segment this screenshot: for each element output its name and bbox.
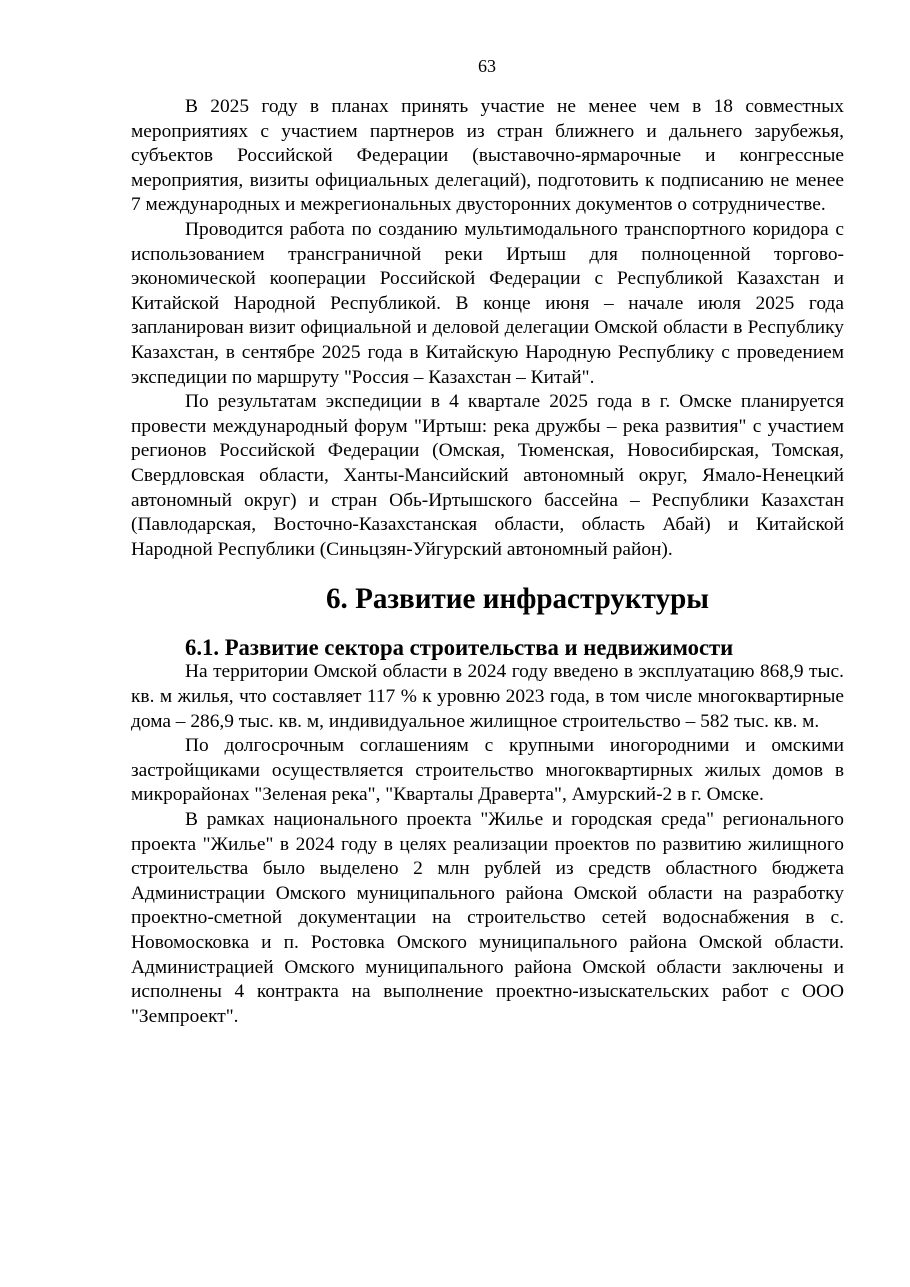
page-number: 63 bbox=[478, 56, 496, 76]
section-heading: 6. Развитие инфраструктуры bbox=[325, 583, 709, 616]
paragraph-developer-agreements: По долгосрочным соглашениям с крупными иногородними и омскими застройщиками осуществляется строительство многоквартирных жилых домов в микрорайонах "Зеленая река", "Кварталы Драверта", Амурский-2 в г. Омске. bbox=[131, 735, 844, 806]
page-content bbox=[131, 95, 844, 1029]
paragraph-housing-commissioning: На территории Омской области в 2024 году введено в эксплуатацию 868,9 тыс. кв. м жилья, что составляет 117 % к уровню 2023 года, в том числе многоквартирные дома – 286,9 тыс. кв. м, индивидуальное жилищное строительство – 582 тыс. кв. м. bbox=[131, 661, 844, 732]
subsection-heading: 6.1. Развитие сектора строительства и недвижимости bbox=[185, 634, 734, 660]
paragraph-irtysh-forum: По результатам экспедиции в 4 квартале 2025 года в г. Омске планируется провести международный форум "Иртыш: река дружбы – река развития" с участием регионов Российской Федерации (Омская, Тюменская, Новосибирская, Томская, Свердловская области, Ханты-Мансийский автономный округ, Ямало-Ненецкий автономный округ) и стран Обь-Иртышского бассейна – Республики Казахстан (Павлодарская, Восточно-Казахстанская области, область Абай) и Китайской Народной Республики (Синьцзян-Уйгурский автономный район). bbox=[131, 391, 844, 560]
paragraph-events-plan: В 2025 году в планах принять участие не менее чем в 18 совместных мероприятиях с участием партнеров из стран ближнего и дальнего зарубежья, субъектов Российской Федерации (выставочно-ярмарочные и конгрессные мероприятия, визиты официальных делегаций), подготовить к подписанию не менее 7 международных и межрегиональных двусторонних документов о сотрудничестве. bbox=[131, 96, 844, 216]
paragraph-transport-corridor: Проводится работа по созданию мультимодального транспортного коридора с использованием трансграничной реки Иртыш для полноценной торгово-экономической кооперации Российской Федерации с Республикой Казахстан и Китайской Народной Республикой. В конце июня – начале июля 2025 года запланирован визит официальной и деловой делегации Омской области в Республику Казахстан, в сентябре 2025 года в Китайскую Народную Республику с проведением экспедиции по маршруту "Россия – Казахстан – Китай". bbox=[131, 218, 844, 388]
paragraph-national-project: В рамках национального проекта "Жилье и городская среда" регионального проекта "Жилье" в 2024 году в целях реализации проектов по развитию жилищного строительства было выделено 2 млн рублей из средств областного бюджета Администрации Омского муниципального района Омской области на разработку проектно-сметной документации на строительство сетей водоснабжения в с. Новомосковка и п. Ростовка Омского муниципального района Омской области. Администрацией Омского муниципального района Омской области заключены и исполнены 4 контракта на выполнение проектно-изыскательских работ с ООО "Земпроект". bbox=[131, 809, 844, 1027]
